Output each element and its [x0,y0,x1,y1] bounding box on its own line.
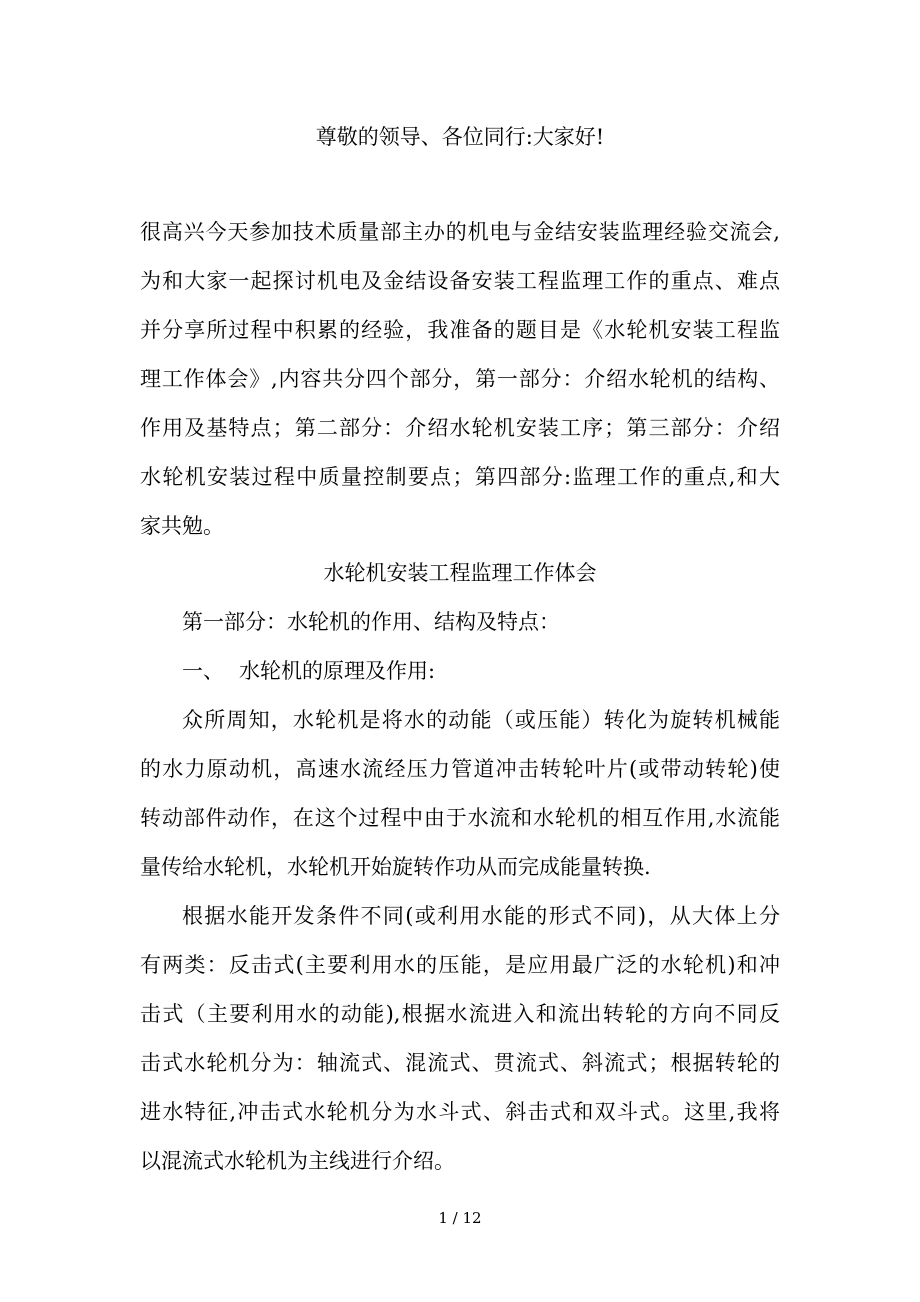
paragraph-line: 的水力原动机，高速水流经压力管道冲击转轮叶片(或带动转轮)使 [140,757,780,781]
paragraph-line: 量传给水轮机，水轮机开始旋转作功从而完成能量转换. [140,855,651,879]
paragraph-line: 以混流式水轮机为主线进行介绍。 [140,1149,455,1173]
intro-line: 作用及基特点；第二部分：介绍水轮机安装工序；第三部分：介绍 [140,416,780,440]
paragraph-line: 击式（主要利用水的动能),根据水流进入和流出转轮的方向不同反 [140,1002,780,1026]
intro-line: 很高兴今天参加技术质量部主办的机电与金结安装监理经验交流会, [140,220,780,244]
intro-line: 并分享所过程中积累的经验，我准备的题目是《水轮机安装工程监 [140,318,780,342]
paragraph-line: 根据水能开发条件不同(或利用水能的形式不同)，从大体上分 [182,904,780,928]
section-number: 一、 [182,659,224,683]
paragraph-line: 击式水轮机分为：轴流式、混流式、贯流式、斜流式；根据转轮的 [140,1051,780,1075]
paragraph-line: 进水特征,冲击式水轮机分为水斗式、斜击式和双斗式。这里,我将 [140,1100,780,1124]
section-title: 水轮机的原理及作用: [239,659,436,683]
intro-paragraph [140,208,780,551]
greeting-line: 尊敬的领导、各位同行:大家好! [315,125,605,149]
intro-line: 理工作体会》,内容共分四个部分，第一部分：介绍水轮机的结构、 [140,367,780,391]
paragraph-line: 众所周知，水轮机是将水的动能（或压能）转化为旋转机械能 [182,708,780,732]
part-one-heading: 第一部分：水轮机的作用、结构及特点： [182,610,560,634]
section-one-heading [140,647,780,696]
intro-line: 家共勉。 [140,514,224,538]
page-number: 1 / 12 [438,1209,482,1227]
paragraph-line: 转动部件动作，在这个过程中由于水流和水轮机的相互作用,水流能 [140,806,780,830]
paragraph-line: 有两类：反击式(主要利用水的压能，是应用最广泛的水轮机)和冲 [140,953,780,977]
intro-line: 为和大家一起探讨机电及金结设备安装工程监理工作的重点、难点 [140,269,780,293]
document-title: 水轮机安装工程监理工作体会 [323,561,597,585]
intro-line: 水轮机安装过程中质量控制要点；第四部分:监理工作的重点,和大 [140,465,780,489]
main-content [140,549,780,1186]
